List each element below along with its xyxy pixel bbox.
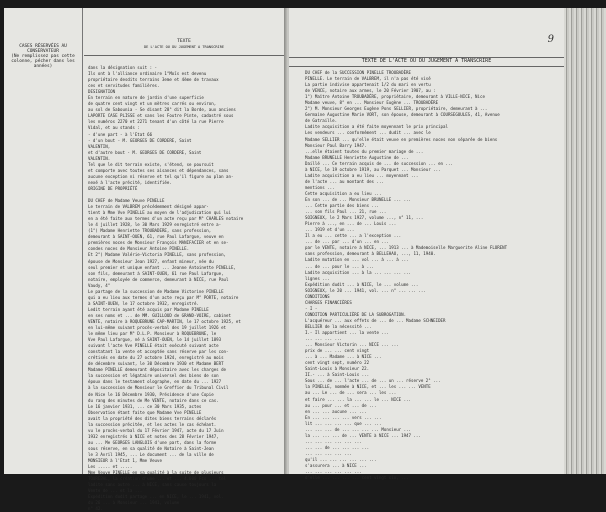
- text-line: En terrain en nature de jardin d'une superficie: [88, 95, 204, 101]
- text-line: BELLIER de la nécessité ...: [305, 323, 372, 329]
- text-line: sous réserve, en sa qualité de Notaire à Saint-Jean: [88, 445, 214, 451]
- text-line: lignes ...: [305, 275, 330, 281]
- text-line: et faire ... ... la ... ... le ... NICE ...: [305, 396, 411, 402]
- left-column-subtitle: DE L'ACTE OU DU JUGEMENT A TRANSCRIRE: [143, 44, 225, 49]
- text-line: Vidal, et au stands :: [88, 125, 140, 131]
- text-line: Cette acquisition a eu lieu ...: [305, 190, 382, 196]
- text-line: condes noces de Monsieur Antoine PINELLE.: [88, 246, 190, 252]
- text-line: LAPORTE CASE PLISSE et sans les Foutre Pinte, cadastré sous: [88, 113, 234, 119]
- text-line: VALENTIN,: [88, 143, 111, 149]
- right-page-text: [305, 70, 555, 481]
- text-line: En ... ... ... ... vers ... ...: [305, 414, 382, 420]
- text-line: à NICE, le 19 octobre 1919, au Parquet ... Monsieur ...: [305, 166, 441, 172]
- text-line: constatant la vente et acceptée sans réserve par les con-: [88, 349, 229, 355]
- text-line: Pierre à ..., en ... de ... Louis ...: [305, 221, 397, 227]
- right-column-header: TEXTE DE L'ACTE OU DU JUGEMENT A TRANSCRIRE: [361, 58, 492, 64]
- conservator-margin-column: [4, 8, 83, 474]
- text-line: au ... pour ... et ... de ...: [305, 402, 377, 408]
- text-line: tient à Mme Vve PINELLE au moyen de l'adjudication qui lui: [88, 210, 231, 216]
- text-line: lit ... ... ... ... que ... ...: [305, 420, 382, 426]
- text-line: CONDITION PARTICULIÈRE DE LA SUBROGATION.: [305, 311, 407, 317]
- text-line: Le partage de la succession de Madame Victorine PINELLE: [88, 288, 224, 294]
- text-line: L'acquéreur ... aux effets de ... de ... Madame SCHNEIDER: [305, 317, 446, 323]
- text-line: ... son fils Paul ... 21, rue ...: [305, 209, 387, 215]
- text-line: du rang des minutes de Me VENTE, notaire dans ce cas.: [88, 397, 219, 403]
- text-line: premières noces de Monsieur François MANIFACIER et en se-: [88, 240, 229, 246]
- right-header-rule-bottom: [289, 66, 564, 67]
- text-line: qui a eu lieu aux termes d'un acte reçu par M° PORTE, notaire: [88, 294, 239, 300]
- text-line: SOIGNEUX, le 2 Mars 1927, volume ..., n° 11, ...: [305, 215, 424, 221]
- margin-header: [4, 8, 82, 69]
- left-column-header: [84, 39, 284, 50]
- text-line: son fils, demeurant à SAINT-OUEN, 61 rue Paul Lafargue,: [88, 270, 224, 276]
- text-line: à SAINT-OUEN, le 17 octobre 1932, enregistré.: [88, 300, 199, 306]
- text-line: ... ... ... ... ... ...: [305, 469, 362, 475]
- text-line: ... à ... Madame ... à NICE ...: [305, 354, 382, 360]
- text-line: Ladite acquisition ... à la ... ... ... ...: [305, 269, 411, 275]
- left-page: [4, 8, 288, 512]
- text-line: ... ... de ... ... ... ...: [305, 444, 370, 450]
- text-line: au sol de Sabounia - Se disant 28° dit la Borde, aux anciens: [88, 107, 236, 113]
- text-line: Daillé ... Ce terrain acquis de ... de succession ... en ...: [305, 160, 453, 166]
- text-line: ... Cette partie des biens ...: [305, 203, 379, 209]
- text-line: Il a eu ... cette ... a l'exception ...: [305, 233, 402, 239]
- text-line: propriétaire desdits terrains 3eme et 4ème de travaux: [88, 77, 219, 83]
- text-line: Modame veuve, 8° en ... Monsieur Eugène ... TROUBADÈRE: [305, 100, 439, 106]
- text-line: Sous ... de ... l'acte ... de ... un ... réserve 2° ...: [305, 378, 441, 384]
- text-line: CONDITIONS: [305, 293, 330, 299]
- text-line: Mme Veuve PINELLE en sa qualité à la suite de plusieurs: [88, 470, 224, 476]
- text-line: La partie indivise appartenait 1/2 du mari en vertu: [305, 82, 431, 88]
- text-line: de décembre suivant, le 30 Décembre 1930 et Madame BERT: [88, 361, 224, 367]
- left-column-title: TEXTE: [177, 39, 191, 44]
- text-line: de Nice le 16 Décembre 1930, Présidence d'une Copie: [88, 391, 214, 397]
- text-line: En son ... de ... Monsieur BRUNELLE ... ...: [305, 196, 411, 202]
- text-line: dans la désignation suit : -: [88, 65, 158, 70]
- text-line: prix de ... ... cent vingt: [305, 348, 370, 354]
- text-line: la PINELLE, nommée à NICE, et ... les ... ... VENTE: [305, 384, 431, 390]
- left-page-text: [88, 65, 280, 512]
- text-line: Et 2°) Madame Valérie-Victoria PINELLE, sans profession,: [88, 252, 227, 258]
- text-line: Vaudy, 4°: [88, 282, 111, 288]
- text-line: s'assurera ... à NICE ...: [305, 463, 367, 469]
- text-line: Le 16 janvier 1931, ... ce 30 Mars 1935, actes: [88, 403, 202, 409]
- text-line: d'elle ... ... ... ... cent vingt six, ...: [305, 475, 409, 481]
- left-header-rule: [84, 55, 284, 56]
- text-line: la succession précitée, et les actes le cas échéant.: [88, 421, 217, 427]
- text-line: Le terrain de VALBREM précédemment désigné appar-: [88, 204, 209, 210]
- text-line: de quatre cent vingt et un mètres carrés ou environ,: [88, 101, 217, 107]
- right-page: [289, 8, 564, 481]
- text-line: le 3 Avril 1945, ... Le document ... de la ville de: [88, 452, 214, 457]
- text-line: au ... Me GEORGES LANGLOIS d'une part, dans la forme: [88, 439, 217, 445]
- text-line: la ... ... ... de ... VENTE à NICE ... 1947 ...: [305, 432, 421, 438]
- text-line: ladite sans autre ... à NICE, sans cause toujours la: [88, 482, 217, 488]
- text-line: Ils ont à l'alliance ordinaire 1°Moïs est devenu: [88, 71, 207, 77]
- text-line: nexé à l'acte précité, identifiée.: [88, 179, 172, 185]
- text-line: et d'autre bout - M. GEORGES DE CORDERE, Saint: [88, 149, 202, 155]
- text-line: TOUREBAL, la création d'une ... et ... 4.000 Fcs ... tel: [88, 476, 227, 482]
- page-edges: [564, 8, 606, 474]
- text-line: les numéros 2270 et 2271 tenant d'un côté la rue Pierre: [88, 119, 224, 125]
- text-line: avait la propriété des dites biens terrains déclarés: [88, 415, 217, 421]
- text-line: ORIGINE DE PROPRIÉTÉ: [88, 185, 138, 191]
- text-line: le 4 juillet 1928, le 30 Mars 1929 enregistré entre a-: [88, 222, 222, 228]
- text-line: Saint-Louis à Monsieur 22.: [305, 366, 370, 372]
- text-line: DU CHEF de Madame Veuve PINELLE: [88, 198, 165, 204]
- text-line: CHARGES FINANCIÈRES: [305, 299, 352, 305]
- text-line: aucune exception ni réserve et tel qu'il figure au plan an-: [88, 173, 234, 179]
- text-line: ... de ... par ... d'un ... en ...: [305, 239, 389, 245]
- text-line: SOIGNEUX, le 20 ... 1941, vol. ... n° ... ... ...: [305, 287, 426, 293]
- page-number: 9: [547, 34, 554, 45]
- text-line: cent vingt sept, numéro 22: [305, 360, 370, 366]
- text-line: sans profession, demeurant à BELLEHAU, ..., 11, 1940.: [305, 251, 436, 257]
- text-line: le même lieu par M° D.L.P. Monsieur à ROQUEBRUNE, le: [88, 331, 217, 337]
- text-line: ... Monsieur Victorin ... NICE ... ...: [305, 342, 399, 348]
- text-line: demeurant à SAINT-OUEN, 61, rue Paul Lafargue, veuve en: [88, 234, 224, 240]
- text-line: ... de ... pour le ... à ...: [305, 263, 375, 269]
- text-line: Ledit terrain ayant été acquis par Madame PINELLE: [88, 306, 209, 312]
- text-line: en a été faite aux termes d'un acte reçu par M° CHARLES notaire: [88, 216, 244, 222]
- text-line: Madame SELLIER ... qu'elle était veuve en premières noces non séparée de biens: [305, 136, 498, 142]
- text-line: Observation étant faite que Madame Vve PINELLE: [88, 409, 202, 415]
- text-line: en ses noms et ... de MM. GUILLOUD de GRAND-VOIRE, cabinet: [88, 312, 231, 318]
- text-line: mentions ...: [305, 184, 335, 190]
- text-line: Madame BRUNELLE Henriette Augustine de ...: [305, 154, 409, 160]
- text-line: Ladite acquisition a été faite moyennant le prix principal: [305, 124, 448, 130]
- text-line: Ladite acquisition a eu lieu ... moyennant ...: [305, 172, 419, 178]
- text-line: II.- ... à Saint-Louis ...: [305, 372, 370, 378]
- text-line: 1°) Maître Antoine TROUBADÈRE, propriétaire, demeurant à VILLE-NICE, Nice: [305, 94, 485, 100]
- text-line: crétisés en date du 27 octobre 1924, enregistré au mois: [88, 355, 224, 361]
- text-line: ... ... ... ...: [305, 336, 342, 342]
- text-line: Vente de ... et la ...: [88, 488, 143, 494]
- text-line: du 26 ... à Monsieur ... 1941, volume: [88, 500, 180, 506]
- text-line: Expédition dudit partage ... en NICE, le ... 1941, vol.: [88, 494, 224, 500]
- text-line: n° 42.: [88, 506, 103, 512]
- margin-header-title: CASES RÉSERVÉES AU CONSERVATEUR: [19, 44, 67, 54]
- text-line: la succession et légataire universel des biens de son: [88, 373, 219, 379]
- text-line: Germaine Augustine Marie VORT, son épouse, demeurant à COURSEGOULES, 41, Avenue: [305, 112, 500, 118]
- text-line: - d'un bout - M. GEORGES DE CORDERE, Saint: [88, 137, 192, 143]
- text-line: 1932 enregistrés à NICE et notes des 28 Février 1947,: [88, 433, 219, 439]
- text-line: et comporte avec toutes ses aisances et dépendances, sans: [88, 167, 229, 173]
- text-line: DESIGNATION: [88, 89, 116, 95]
- text-line: Les vendeurs ... conformément ... dudit ... avec le: [305, 130, 431, 136]
- text-line: épouse de Monsieur Jean 1927, enfant mineur, née du: [88, 258, 214, 264]
- text-line: époux dans le testament olographe, en date du ... 1927: [88, 379, 222, 385]
- text-line: ... ... ... ... ...: [305, 450, 352, 456]
- text-line: Vve Paul Lafargue, né à SAINT-OUEN, le 14 juillet 1893: [88, 337, 222, 343]
- text-line: Monsieur Paul Barry 1947.: [305, 142, 367, 148]
- text-line: au ... Le ... de ... sera ... les ...: [305, 390, 397, 396]
- text-line: qu'il ... ... ... ... ... ...: [305, 457, 377, 462]
- text-line: - d'une part - à l'Etat 66: [88, 131, 153, 137]
- text-line: de VENCE, notaire aux armes, le 20 Février 1907, au :: [305, 88, 436, 94]
- text-line: Madame PINELLE demeurant dépositaire avec les charges de: [88, 367, 227, 373]
- text-line: de Gatraille.: [305, 118, 338, 124]
- text-line: de l'acte ... au montant des ...: [305, 178, 384, 184]
- text-line: par le VENTE, notaire à NICE, ... 1913 ... à Mademoiselle Marguerite Aline FLORENT: [305, 245, 508, 251]
- text-line: ... ... ... ... ... ...: [305, 438, 362, 444]
- margin-header-note: (Ne remplissez pas cette colonne, pécher dans les années): [11, 54, 75, 69]
- text-line: Tel que le dit terrain existe, s'étend, se poursuit: [88, 161, 214, 167]
- text-line: (1°) Madame Henriette TROUBADERE, sans profession,: [88, 228, 212, 234]
- text-line: ...elle étaient toutes du premier mariage de ...: [305, 148, 424, 154]
- text-line: en lui-même suivant procès-verbal des 19 juillet 1926 et: [88, 325, 227, 331]
- text-line: I.- Il appartient ... la vente ...: [305, 330, 389, 336]
- text-line: en ... ... aucune ... ...: [305, 408, 367, 414]
- text-line: ces et servitudes familières.: [88, 83, 160, 89]
- text-line: Ladite mutation en ... vol ... à ... à ...: [305, 257, 409, 263]
- text-line: seul premier et unique enfant ... Jeanne Antoinette PINELLE,: [88, 264, 236, 270]
- text-line: ... ... ... de ... ... ... ... Monsieur ...: [305, 426, 411, 432]
- text-line: - I -: [305, 305, 318, 311]
- text-line: MONSIEUR à l'Etat 1, Mme Veuve: [88, 458, 162, 464]
- text-line: à la succession de Monsieur le Greffier du Tribunal Civil: [88, 385, 229, 391]
- text-line: VENTE, notaire à ROQUEBRUNE CAP-MARTIN, le 17 octobre 1925, et: [88, 318, 241, 324]
- text-line: VALENTIN.: [88, 155, 111, 161]
- text-line: ... 1919 et d'un ...: [305, 227, 355, 233]
- text-line: Expédition dudit ... à NICE, le ... volume ...: [305, 281, 419, 287]
- text-line: notaire, employée de commerce, demeurant à NICE, rue Paul: [88, 276, 229, 282]
- text-line: vu le procès-verbal du 17 Février 1947, acte du 17 Juin: [88, 427, 224, 433]
- text-line: 2°) M. Monsieur Georges Eugène Pons SELLIER, propriétaire, demeurant à ...: [305, 106, 488, 112]
- text-line: suivant l'acte Vve PINELLE était exécuté suivant acte: [88, 343, 219, 349]
- text-line: DU CHEF de la SUCCESSION PINELLE TROUBADÈRE: [305, 70, 411, 75]
- text-line: PINELLE. Le terrain de VALBREM, il n'a pas été visé: [305, 76, 431, 82]
- text-line: Les ..... et .....: [88, 464, 133, 470]
